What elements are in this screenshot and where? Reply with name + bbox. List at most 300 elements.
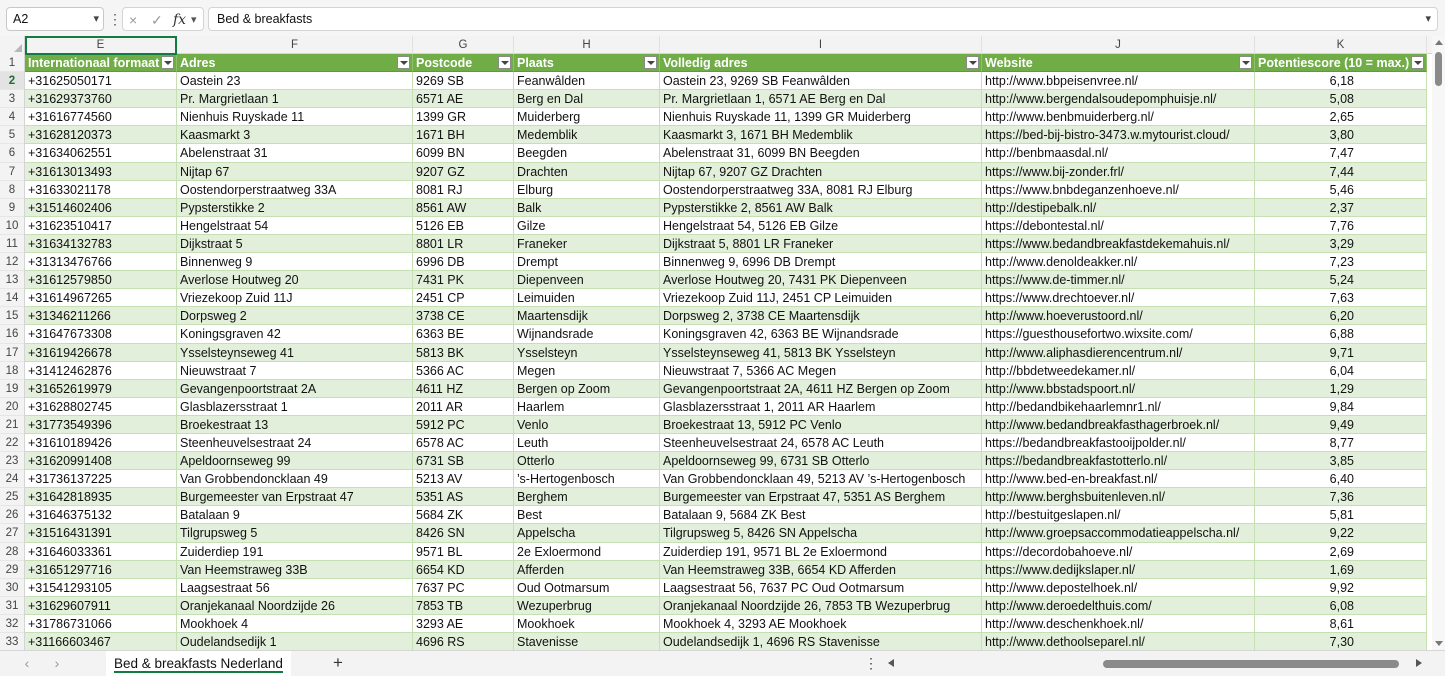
scroll-left-icon[interactable] [888, 659, 894, 667]
cell-postcode[interactable]: 8561 AW [413, 199, 514, 217]
cell-postcode[interactable]: 6654 KD [413, 561, 514, 579]
cell-address[interactable]: Oastein 23 [177, 72, 413, 90]
cell-full-address[interactable]: Nienhuis Ruyskade 11, 1399 GR Muiderberg [660, 108, 982, 126]
cell-website[interactable]: http://www.bbstadspoort.nl/ [982, 380, 1255, 398]
row-header-2[interactable]: 2 [0, 72, 24, 90]
cell-city[interactable]: ’s-Hertogenbosch [514, 470, 660, 488]
cell-postcode[interactable]: 2011 AR [413, 398, 514, 416]
cell-potential-score[interactable]: 9,92 [1255, 579, 1427, 597]
row-header-16[interactable]: 16 [0, 325, 24, 343]
cell-website[interactable]: https://decordobahoeve.nl/ [982, 543, 1255, 561]
cell-website[interactable]: https://bed-bij-bistro-3473.w.mytourist.cloud/ [982, 126, 1255, 144]
row-header-23[interactable]: 23 [0, 452, 24, 470]
cell-international-format[interactable]: +31652619979 [25, 380, 177, 398]
cell-city[interactable]: Wezuperbrug [514, 597, 660, 615]
cell-international-format[interactable]: +31786731066 [25, 615, 177, 633]
cell-city[interactable]: Best [514, 506, 660, 524]
cell-potential-score[interactable]: 1,29 [1255, 380, 1427, 398]
more-options-icon[interactable]: ⋮ [108, 11, 122, 27]
cell-postcode[interactable]: 8801 LR [413, 235, 514, 253]
row-header-15[interactable]: 15 [0, 307, 24, 325]
cell-address[interactable]: Oostendorperstraatweg 33A [177, 181, 413, 199]
cell-postcode[interactable]: 6731 SB [413, 452, 514, 470]
cell-potential-score[interactable]: 6,18 [1255, 72, 1427, 90]
column-header-f[interactable]: F [177, 36, 413, 54]
cell-website[interactable]: http://www.depostelhoek.nl/ [982, 579, 1255, 597]
cell-address[interactable]: Pypsterstikke 2 [177, 199, 413, 217]
cell-potential-score[interactable]: 3,85 [1255, 452, 1427, 470]
cell-address[interactable]: Binnenweg 9 [177, 253, 413, 271]
cell-city[interactable]: Gilze [514, 217, 660, 235]
cell-city[interactable]: 2e Exloermond [514, 543, 660, 561]
cell-website[interactable]: http://www.bergendalsoudepomphuisje.nl/ [982, 90, 1255, 108]
cell-address[interactable]: Broekestraat 13 [177, 416, 413, 434]
row-header-30[interactable]: 30 [0, 579, 24, 597]
cell-city[interactable]: Medemblik [514, 126, 660, 144]
column-header-e[interactable]: E [25, 36, 177, 54]
cell-city[interactable]: Wijnandsrade [514, 325, 660, 343]
cell-postcode[interactable]: 4611 HZ [413, 380, 514, 398]
column-header-j[interactable]: J [982, 36, 1255, 54]
row-header-9[interactable]: 9 [0, 199, 24, 217]
cell-potential-score[interactable]: 3,29 [1255, 235, 1427, 253]
header-cell-city[interactable] [514, 54, 660, 72]
chevron-down-icon[interactable]: ▾ [93, 13, 99, 25]
cell-international-format[interactable]: +31516431391 [25, 524, 177, 542]
cell-full-address[interactable]: Van Heemstraweg 33B, 6654 KD Afferden [660, 561, 982, 579]
cell-city[interactable]: Muiderberg [514, 108, 660, 126]
cell-postcode[interactable]: 9207 GZ [413, 163, 514, 181]
row-header-25[interactable]: 25 [0, 488, 24, 506]
row-header-3[interactable]: 3 [0, 90, 24, 108]
cell-city[interactable]: Haarlem [514, 398, 660, 416]
cell-address[interactable]: Hengelstraat 54 [177, 217, 413, 235]
row-header-12[interactable]: 12 [0, 253, 24, 271]
cell-website[interactable]: http://destipebalk.nl/ [982, 199, 1255, 217]
cell-address[interactable]: Abelenstraat 31 [177, 144, 413, 162]
header-cell-potential-score[interactable] [1255, 54, 1427, 72]
cell-city[interactable]: Appelscha [514, 524, 660, 542]
cell-website[interactable]: https://bedandbreakfastotterlo.nl/ [982, 452, 1255, 470]
row-header-33[interactable]: 33 [0, 633, 24, 650]
cell-website[interactable]: http://www.denoldeakker.nl/ [982, 253, 1255, 271]
row-header-6[interactable]: 6 [0, 144, 24, 162]
cell-website[interactable]: http://www.bed-en-breakfast.nl/ [982, 470, 1255, 488]
cell-full-address[interactable]: Laagsestraat 56, 7637 PC Oud Ootmarsum [660, 579, 982, 597]
cell-city[interactable]: Mookhoek [514, 615, 660, 633]
cell-address[interactable]: Gevangenpoortstraat 2A [177, 380, 413, 398]
cell-postcode[interactable]: 6996 DB [413, 253, 514, 271]
cell-international-format[interactable]: +31610189426 [25, 434, 177, 452]
header-cell-website[interactable] [982, 54, 1255, 72]
scroll-up-icon[interactable] [1435, 40, 1443, 45]
cell-full-address[interactable]: Tilgrupsweg 5, 8426 SN Appelscha [660, 524, 982, 542]
cell-address[interactable]: Averlose Houtweg 20 [177, 271, 413, 289]
cell-postcode[interactable]: 7431 PK [413, 271, 514, 289]
cell-city[interactable]: Berghem [514, 488, 660, 506]
row-header-19[interactable]: 19 [0, 380, 24, 398]
cell-potential-score[interactable]: 5,81 [1255, 506, 1427, 524]
cell-international-format[interactable]: +31642818935 [25, 488, 177, 506]
cell-full-address[interactable]: Glasblazersstraat 1, 2011 AR Haarlem [660, 398, 982, 416]
cell-full-address[interactable]: Batalaan 9, 5684 ZK Best [660, 506, 982, 524]
cell-postcode[interactable]: 6578 AC [413, 434, 514, 452]
cell-address[interactable]: Nijtap 67 [177, 163, 413, 181]
row-header-22[interactable]: 22 [0, 434, 24, 452]
cell-postcode[interactable]: 1671 BH [413, 126, 514, 144]
row-header-24[interactable]: 24 [0, 470, 24, 488]
cell-full-address[interactable]: Van Grobbendoncklaan 49, 5213 AV ’s-Hertogenbosch [660, 470, 982, 488]
cell-address[interactable]: Vriezekoop Zuid 11J [177, 289, 413, 307]
ellipsis-icon[interactable]: ⋮ [864, 655, 878, 671]
chevron-left-icon[interactable]: ‹ [24, 655, 30, 671]
cell-postcode[interactable]: 5351 AS [413, 488, 514, 506]
cell-city[interactable]: Afferden [514, 561, 660, 579]
cell-postcode[interactable]: 5912 PC [413, 416, 514, 434]
cell-potential-score[interactable]: 6,04 [1255, 362, 1427, 380]
cell-international-format[interactable]: +31514602406 [25, 199, 177, 217]
cell-potential-score[interactable]: 7,23 [1255, 253, 1427, 271]
cell-postcode[interactable]: 9269 SB [413, 72, 514, 90]
cell-full-address[interactable]: Pr. Margrietlaan 1, 6571 AE Berg en Dal [660, 90, 982, 108]
cell-potential-score[interactable]: 2,37 [1255, 199, 1427, 217]
cell-address[interactable]: Kaasmarkt 3 [177, 126, 413, 144]
cell-international-format[interactable]: +31736137225 [25, 470, 177, 488]
cell-postcode[interactable]: 6099 BN [413, 144, 514, 162]
cell-postcode[interactable]: 5366 AC [413, 362, 514, 380]
header-cell-full-address[interactable] [660, 54, 982, 72]
filter-dropdown-icon[interactable] [161, 56, 174, 69]
row-header-20[interactable]: 20 [0, 398, 24, 416]
cell-full-address[interactable]: Broekestraat 13, 5912 PC Venlo [660, 416, 982, 434]
cell-potential-score[interactable]: 7,30 [1255, 633, 1427, 650]
row-header-14[interactable]: 14 [0, 289, 24, 307]
filter-dropdown-icon[interactable] [966, 56, 979, 69]
cell-address[interactable]: Batalaan 9 [177, 506, 413, 524]
cell-address[interactable]: Mookhoek 4 [177, 615, 413, 633]
cell-postcode[interactable]: 7853 TB [413, 597, 514, 615]
cell-full-address[interactable]: Koningsgraven 42, 6363 BE Wijnandsrade [660, 325, 982, 343]
cell-full-address[interactable]: Hengelstraat 54, 5126 EB Gilze [660, 217, 982, 235]
cell-website[interactable]: https://www.drechtoever.nl/ [982, 289, 1255, 307]
cell-address[interactable]: Burgemeester van Erpstraat 47 [177, 488, 413, 506]
cell-potential-score[interactable]: 7,47 [1255, 144, 1427, 162]
expand-formula-bar-icon[interactable]: ▾ [1425, 13, 1431, 25]
cell-potential-score[interactable]: 9,71 [1255, 344, 1427, 362]
cell-website[interactable]: https://www.de-timmer.nl/ [982, 271, 1255, 289]
cell-website[interactable]: http://www.bbpeisenvree.nl/ [982, 72, 1255, 90]
row-header-27[interactable]: 27 [0, 524, 24, 542]
cell-address[interactable]: Van Grobbendoncklaan 49 [177, 470, 413, 488]
cell-potential-score[interactable]: 9,84 [1255, 398, 1427, 416]
cell-address[interactable]: Oudelandsedijk 1 [177, 633, 413, 650]
cell-full-address[interactable]: Gevangenpoortstraat 2A, 4611 HZ Bergen op Zoom [660, 380, 982, 398]
cell-website[interactable]: https://bedandbreakfastooijpolder.nl/ [982, 434, 1255, 452]
cell-website[interactable]: http://www.aliphasdierencentrum.nl/ [982, 344, 1255, 362]
cell-international-format[interactable]: +31625050171 [25, 72, 177, 90]
cell-address[interactable]: Zuiderdiep 191 [177, 543, 413, 561]
cell-address[interactable]: Apeldoornseweg 99 [177, 452, 413, 470]
horizontal-scroll-thumb[interactable] [1103, 660, 1399, 668]
cell-international-format[interactable]: +31629607911 [25, 597, 177, 615]
cell-website[interactable]: http://www.hoeverustoord.nl/ [982, 307, 1255, 325]
cell-international-format[interactable]: +31628802745 [25, 398, 177, 416]
cell-potential-score[interactable]: 6,08 [1255, 597, 1427, 615]
cell-website[interactable]: https://www.bij-zonder.frl/ [982, 163, 1255, 181]
cell-city[interactable]: Drempt [514, 253, 660, 271]
cell-website[interactable]: https://www.bedandbreakfastdekemahuis.nl/ [982, 235, 1255, 253]
formula-input[interactable] [208, 7, 1438, 31]
row-header-21[interactable]: 21 [0, 416, 24, 434]
cell-international-format[interactable]: +31633021178 [25, 181, 177, 199]
cell-postcode[interactable]: 3293 AE [413, 615, 514, 633]
sheet-tab-active[interactable] [106, 651, 291, 676]
header-cell-international-format[interactable] [25, 54, 177, 72]
cell-city[interactable]: Franeker [514, 235, 660, 253]
cell-international-format[interactable]: +31614967265 [25, 289, 177, 307]
cell-international-format[interactable]: +31620991408 [25, 452, 177, 470]
cell-address[interactable]: Ysselsteynseweg 41 [177, 344, 413, 362]
cell-address[interactable]: Pr. Margrietlaan 1 [177, 90, 413, 108]
filter-dropdown-icon[interactable] [1239, 56, 1252, 69]
cell-address[interactable]: Dorpsweg 2 [177, 307, 413, 325]
cell-potential-score[interactable]: 7,44 [1255, 163, 1427, 181]
cell-full-address[interactable]: Nieuwstraat 7, 5366 AC Megen [660, 362, 982, 380]
cell-international-format[interactable]: +31612579850 [25, 271, 177, 289]
insert-function-button[interactable]: fx [173, 12, 187, 28]
cell-city[interactable]: Balk [514, 199, 660, 217]
chevron-down-icon[interactable]: ▾ [191, 14, 197, 26]
cell-international-format[interactable]: +31412462876 [25, 362, 177, 380]
cell-website[interactable]: http://bbdetweedekamer.nl/ [982, 362, 1255, 380]
cell-full-address[interactable]: Ysselsteynseweg 41, 5813 BK Ysselsteyn [660, 344, 982, 362]
name-box[interactable] [6, 7, 104, 31]
cell-website[interactable]: http://www.deroedelthuis.com/ [982, 597, 1255, 615]
cell-city[interactable]: Stavenisse [514, 633, 660, 650]
cell-international-format[interactable]: +31646033361 [25, 543, 177, 561]
row-header-8[interactable]: 8 [0, 181, 24, 199]
cell-city[interactable]: Venlo [514, 416, 660, 434]
cell-full-address[interactable]: Apeldoornseweg 99, 6731 SB Otterlo [660, 452, 982, 470]
add-sheet-button[interactable]: + [333, 653, 343, 672]
row-header-1[interactable]: 1 [0, 54, 24, 72]
row-header-31[interactable]: 31 [0, 597, 24, 615]
cell-website[interactable]: http://www.deschenkhoek.nl/ [982, 615, 1255, 633]
cell-potential-score[interactable]: 9,49 [1255, 416, 1427, 434]
filter-dropdown-icon[interactable] [498, 56, 511, 69]
column-header-k[interactable]: K [1255, 36, 1427, 54]
cell-full-address[interactable]: Mookhoek 4, 3293 AE Mookhoek [660, 615, 982, 633]
cell-potential-score[interactable]: 2,65 [1255, 108, 1427, 126]
column-header-g[interactable]: G [413, 36, 514, 54]
cell-international-format[interactable]: +31619426678 [25, 344, 177, 362]
column-header-h[interactable]: H [514, 36, 660, 54]
row-header-28[interactable]: 28 [0, 543, 24, 561]
select-all-button[interactable] [0, 36, 25, 54]
cell-city[interactable]: Maartensdijk [514, 307, 660, 325]
cell-international-format[interactable]: +31634062551 [25, 144, 177, 162]
cell-city[interactable]: Leuth [514, 434, 660, 452]
row-header-5[interactable]: 5 [0, 126, 24, 144]
cell-potential-score[interactable]: 3,80 [1255, 126, 1427, 144]
cancel-icon[interactable]: × [129, 12, 138, 28]
cell-postcode[interactable]: 5126 EB [413, 217, 514, 235]
cell-international-format[interactable]: +31541293105 [25, 579, 177, 597]
row-header-13[interactable]: 13 [0, 271, 24, 289]
cell-full-address[interactable]: Averlose Houtweg 20, 7431 PK Diepenveen [660, 271, 982, 289]
cell-city[interactable]: Feanwâlden [514, 72, 660, 90]
cell-potential-score[interactable]: 7,36 [1255, 488, 1427, 506]
cell-international-format[interactable]: +31346211266 [25, 307, 177, 325]
cell-international-format[interactable]: +31623510417 [25, 217, 177, 235]
cell-city[interactable]: Elburg [514, 181, 660, 199]
cell-full-address[interactable]: Nijtap 67, 9207 GZ Drachten [660, 163, 982, 181]
cell-postcode[interactable]: 8426 SN [413, 524, 514, 542]
spreadsheet-grid[interactable] [0, 36, 1432, 650]
cell-postcode[interactable]: 5213 AV [413, 470, 514, 488]
cell-full-address[interactable]: Binnenweg 9, 6996 DB Drempt [660, 253, 982, 271]
cell-potential-score[interactable]: 5,08 [1255, 90, 1427, 108]
cell-address[interactable]: Nieuwstraat 7 [177, 362, 413, 380]
cell-full-address[interactable]: Kaasmarkt 3, 1671 BH Medemblik [660, 126, 982, 144]
cell-address[interactable]: Van Heemstraweg 33B [177, 561, 413, 579]
cell-postcode[interactable]: 7637 PC [413, 579, 514, 597]
cell-address[interactable]: Glasblazersstraat 1 [177, 398, 413, 416]
cell-full-address[interactable]: Abelenstraat 31, 6099 BN Beegden [660, 144, 982, 162]
cell-potential-score[interactable]: 5,46 [1255, 181, 1427, 199]
cell-full-address[interactable]: Vriezekoop Zuid 11J, 2451 CP Leimuiden [660, 289, 982, 307]
cell-international-format[interactable]: +31647673308 [25, 325, 177, 343]
cell-postcode[interactable]: 3738 CE [413, 307, 514, 325]
vertical-scroll-thumb[interactable] [1435, 52, 1442, 86]
cell-potential-score[interactable]: 9,22 [1255, 524, 1427, 542]
cell-city[interactable]: Megen [514, 362, 660, 380]
cell-city[interactable]: Leimuiden [514, 289, 660, 307]
cell-international-format[interactable]: +31313476766 [25, 253, 177, 271]
cell-international-format[interactable]: +31634132783 [25, 235, 177, 253]
cell-international-format[interactable]: +31616774560 [25, 108, 177, 126]
cell-potential-score[interactable]: 1,69 [1255, 561, 1427, 579]
cell-potential-score[interactable]: 5,24 [1255, 271, 1427, 289]
cell-postcode[interactable]: 1399 GR [413, 108, 514, 126]
cell-full-address[interactable]: Oostendorperstraatweg 33A, 8081 RJ Elburg [660, 181, 982, 199]
cell-postcode[interactable]: 6363 BE [413, 325, 514, 343]
cell-city[interactable]: Otterlo [514, 452, 660, 470]
cell-address[interactable]: Oranjekanaal Noordzijde 26 [177, 597, 413, 615]
cell-city[interactable]: Drachten [514, 163, 660, 181]
cell-full-address[interactable]: Dorpsweg 2, 3738 CE Maartensdijk [660, 307, 982, 325]
filter-dropdown-icon[interactable] [397, 56, 410, 69]
row-header-29[interactable]: 29 [0, 561, 24, 579]
row-header-17[interactable]: 17 [0, 344, 24, 362]
cell-city[interactable]: Bergen op Zoom [514, 380, 660, 398]
cell-website[interactable]: https://www.bnbdeganzenhoeve.nl/ [982, 181, 1255, 199]
cell-city[interactable]: Beegden [514, 144, 660, 162]
cell-potential-score[interactable]: 6,40 [1255, 470, 1427, 488]
cell-full-address[interactable]: Dijkstraat 5, 8801 LR Franeker [660, 235, 982, 253]
cell-full-address[interactable]: Oudelandsedijk 1, 4696 RS Stavenisse [660, 633, 982, 650]
cell-international-format[interactable]: +31628120373 [25, 126, 177, 144]
cell-postcode[interactable]: 4696 RS [413, 633, 514, 650]
cell-website[interactable]: https://debontestal.nl/ [982, 217, 1255, 235]
enter-icon[interactable]: ✓ [151, 12, 163, 28]
cell-potential-score[interactable]: 2,69 [1255, 543, 1427, 561]
cell-postcode[interactable]: 5684 ZK [413, 506, 514, 524]
cell-potential-score[interactable]: 7,63 [1255, 289, 1427, 307]
cell-address[interactable]: Tilgrupsweg 5 [177, 524, 413, 542]
cell-full-address[interactable]: Burgemeester van Erpstraat 47, 5351 AS Berghem [660, 488, 982, 506]
cell-potential-score[interactable]: 6,88 [1255, 325, 1427, 343]
row-header-4[interactable]: 4 [0, 108, 24, 126]
cell-website[interactable]: http://www.benbmuiderberg.nl/ [982, 108, 1255, 126]
cell-website[interactable]: http://bedandbikehaarlemnr1.nl/ [982, 398, 1255, 416]
cell-potential-score[interactable]: 8,61 [1255, 615, 1427, 633]
header-cell-address[interactable] [177, 54, 413, 72]
cell-address[interactable]: Dijkstraat 5 [177, 235, 413, 253]
cell-website[interactable]: http://www.dethoolseparel.nl/ [982, 633, 1255, 650]
vertical-scrollbar[interactable] [1432, 36, 1445, 650]
row-header-26[interactable]: 26 [0, 506, 24, 524]
cell-address[interactable]: Nienhuis Ruyskade 11 [177, 108, 413, 126]
cell-full-address[interactable]: Steenheuvelsestraat 24, 6578 AC Leuth [660, 434, 982, 452]
row-header-18[interactable]: 18 [0, 362, 24, 380]
cell-international-format[interactable]: +31613013493 [25, 163, 177, 181]
column-header-i[interactable]: I [660, 36, 982, 54]
cell-address[interactable]: Steenheuvelsestraat 24 [177, 434, 413, 452]
cell-international-format[interactable]: +31629373760 [25, 90, 177, 108]
cell-international-format[interactable]: +31773549396 [25, 416, 177, 434]
cell-postcode[interactable]: 5813 BK [413, 344, 514, 362]
cell-city[interactable]: Diepenveen [514, 271, 660, 289]
cell-website[interactable]: http://www.berghsbuitenleven.nl/ [982, 488, 1255, 506]
chevron-right-icon[interactable]: › [54, 655, 60, 671]
cell-potential-score[interactable]: 7,76 [1255, 217, 1427, 235]
cell-international-format[interactable]: +31646375132 [25, 506, 177, 524]
cell-city[interactable]: Berg en Dal [514, 90, 660, 108]
cell-website[interactable]: http://www.bedandbreakfasthagerbroek.nl/ [982, 416, 1255, 434]
cell-postcode[interactable]: 9571 BL [413, 543, 514, 561]
scroll-right-icon[interactable] [1416, 659, 1422, 667]
header-cell-postcode[interactable] [413, 54, 514, 72]
cell-website[interactable]: https://www.dedijkslaper.nl/ [982, 561, 1255, 579]
cell-full-address[interactable]: Pypsterstikke 2, 8561 AW Balk [660, 199, 982, 217]
cell-full-address[interactable]: Oastein 23, 9269 SB Feanwâlden [660, 72, 982, 90]
cell-full-address[interactable]: Zuiderdiep 191, 9571 BL 2e Exloermond [660, 543, 982, 561]
cell-postcode[interactable]: 8081 RJ [413, 181, 514, 199]
cell-website[interactable]: http://benbmaasdal.nl/ [982, 144, 1255, 162]
row-header-32[interactable]: 32 [0, 615, 24, 633]
filter-dropdown-icon[interactable] [1411, 56, 1424, 69]
cell-website[interactable]: https://guesthousefortwo.wixsite.com/ [982, 325, 1255, 343]
cell-address[interactable]: Laagsestraat 56 [177, 579, 413, 597]
cell-address[interactable]: Koningsgraven 42 [177, 325, 413, 343]
cell-website[interactable]: http://bestuitgeslapen.nl/ [982, 506, 1255, 524]
cell-website[interactable]: http://www.groepsaccommodatieappelscha.nl/ [982, 524, 1255, 542]
scroll-down-icon[interactable] [1435, 641, 1443, 646]
cell-full-address[interactable]: Oranjekanaal Noordzijde 26, 7853 TB Wezuperbrug [660, 597, 982, 615]
cell-international-format[interactable]: +31651297716 [25, 561, 177, 579]
cell-postcode[interactable]: 2451 CP [413, 289, 514, 307]
row-header-11[interactable]: 11 [0, 235, 24, 253]
cell-postcode[interactable]: 6571 AE [413, 90, 514, 108]
row-header-10[interactable]: 10 [0, 217, 24, 235]
row-header-7[interactable]: 7 [0, 163, 24, 181]
cell-potential-score[interactable]: 8,77 [1255, 434, 1427, 452]
filter-dropdown-icon[interactable] [644, 56, 657, 69]
cell-city[interactable]: Ysselsteyn [514, 344, 660, 362]
cell-potential-score[interactable]: 6,20 [1255, 307, 1427, 325]
cell-international-format[interactable]: +31166603467 [25, 633, 177, 650]
